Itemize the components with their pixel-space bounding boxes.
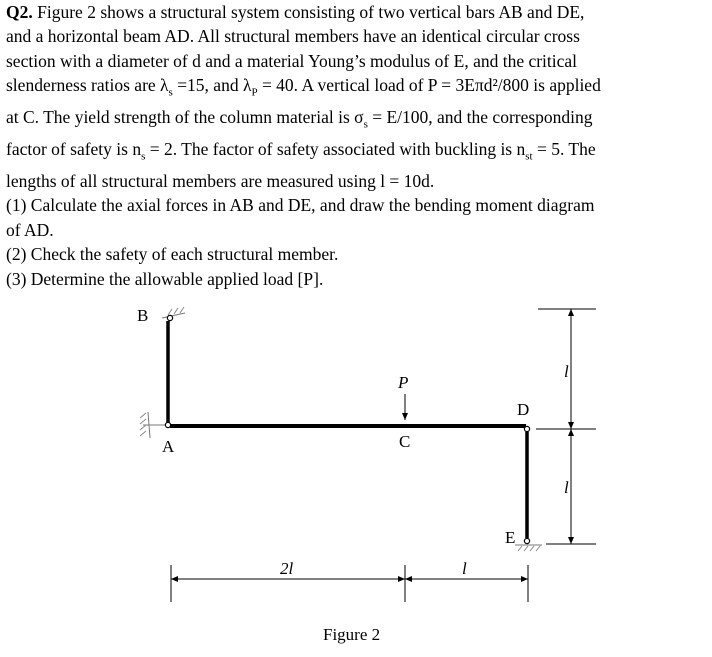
task-3: (3) Determine the allowable applied load [P]. (6, 268, 324, 289)
problem-line-1: Q2. Figure 2 shows a structural system consisting of two vertical bars AB and DE, (6, 2, 585, 22)
label-c: C (399, 432, 411, 451)
label-p: P (398, 373, 409, 392)
support-b (162, 307, 185, 321)
dim-l-lower: l (564, 478, 569, 497)
label-a: A (162, 437, 175, 456)
horizontal-dimension (171, 565, 528, 602)
problem-statement (6, 0, 706, 291)
question-number: Q2 (6, 2, 29, 22)
support-e (515, 538, 542, 551)
problem-line-6: factor of safety is $n_s = 2$. The factor of safety associated with buckling is $n_{st} = 5$. The (6, 139, 596, 163)
label-e: E (505, 528, 516, 547)
dim-l-horizontal: l (462, 559, 467, 578)
support-a (140, 412, 171, 438)
problem-line-4: slenderness ratios are $\lambda_s =15$, and $\lambda_P = 40$. A vertical load of P = 3Eπd²/800 is applied (6, 75, 601, 99)
label-d: D (517, 400, 530, 419)
dim-l-upper: l (564, 362, 569, 381)
task-1: (1) Calculate the axial forces in AB and DE, and draw the bending moment diagram (6, 195, 595, 216)
problem-line-2: and a horizontal beam AD. All structural members have an identical circular cross (6, 26, 580, 47)
label-b: B (137, 306, 149, 325)
figure-caption: Figure 2 (323, 625, 381, 644)
dim-2l: 2l (280, 559, 294, 578)
task-1-cont: of AD. (6, 219, 54, 240)
structure-diagram (0, 290, 712, 652)
problem-line-5: at C. The yield strength of the column material is $\sigma_s = E/100$, and the corresponding (6, 107, 593, 131)
vertical-dimension (536, 309, 596, 544)
problem-line-7: lengths of all structural members are measured using l = 10d. (6, 170, 435, 191)
problem-line-3: section with a diameter of d and a material Young’s modulus of E, and the critical (6, 50, 578, 71)
figure-2 (0, 290, 712, 652)
task-2: (2) Check the safety of each structural member. (6, 244, 339, 265)
